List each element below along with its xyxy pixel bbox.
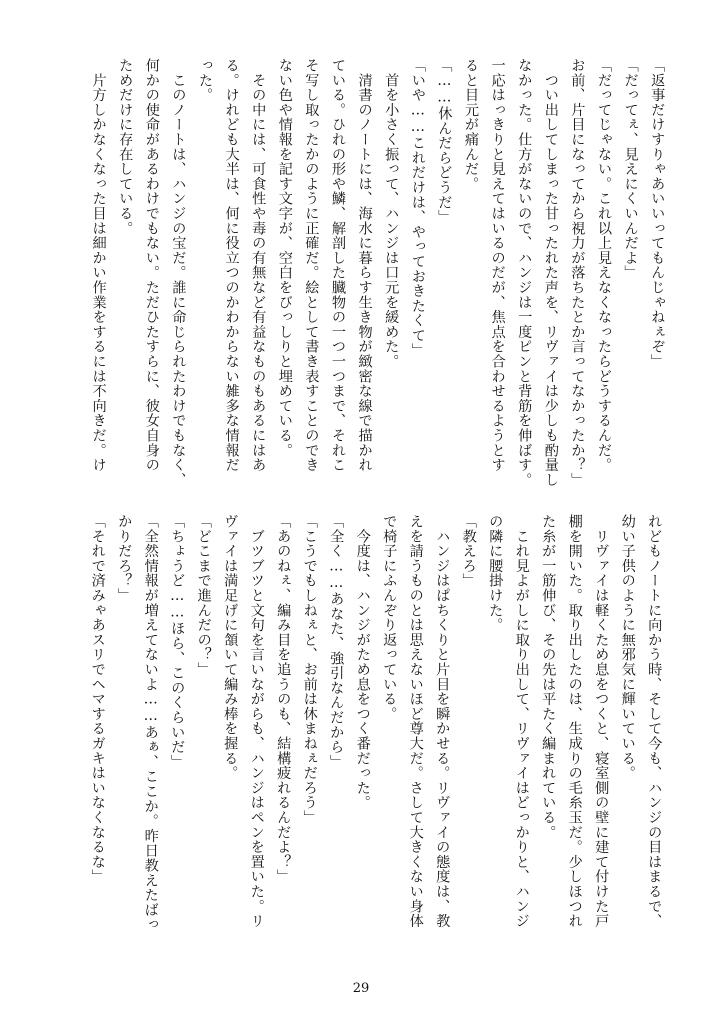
text-line: ためだけに存在している。 <box>117 58 134 236</box>
text-line: 「……休んだらどうだ」 <box>436 58 453 225</box>
text-line: 一応はっきりと見えてはいるのだが、焦点を合わせるようとす <box>489 58 506 473</box>
text-line: 首を小さく振って、ハンジは口元を緩めた。 <box>383 58 400 369</box>
text-line: 「こうでもしねぇと、お前は休まねぇだろう」 <box>301 514 318 825</box>
text-line: 「どこまで進んだの？」 <box>195 514 212 677</box>
text-line: 片方しかなくなった目は細かい作業をするには不向きだ。け <box>90 58 107 473</box>
text-line: ている。ひれの形や鱗、解剖した臓物の一つ一つまで、それこ <box>330 58 346 473</box>
text-line: そ写し取ったかのように正確だ。絵として書き表すことのでき <box>303 58 320 473</box>
text-line: 「だってじゃない。これ以上見えなくなったらどうするんだ。 <box>596 58 612 473</box>
text-line: 「それで済みゃあスリでヘマするガキはいなくなるな」 <box>89 514 106 884</box>
text-line: リヴァイは軽くため息をつくと、寝室側の壁に建て付けた戸 <box>593 514 610 929</box>
text-line: 「全然情報が増えてないよ……あぁ、ここか。昨日教えたばっ <box>142 514 159 932</box>
text-line: このノートは、ハンジの宝だ。誰に命じられたわけでもなく、 <box>170 58 187 488</box>
text-line: で椅子にふんぞり返っている。 <box>381 514 398 722</box>
text-line: かりだろ？」 <box>116 514 133 603</box>
text-line: ブツブツと文句を言いながらも、ハンジはペンを置いた。リ <box>248 514 265 929</box>
page-number: 29 <box>352 981 370 996</box>
text-line: なかった。仕方がないので、ハンジは一度ピンと背筋を伸ばす。 <box>516 58 533 488</box>
text-line: 「あのねぇ、編み目を追うのも、結構疲れるんだよ？」 <box>275 514 292 884</box>
text-line: 「全く……あなた、強引なんだから」 <box>328 514 345 770</box>
text-line: えを請うものとは思えないほど尊大だ。さして大きくない身体 <box>407 514 424 929</box>
text-line: 棚を開いた。取り出したのは、生成りの毛糸玉だ。少しほつれ <box>566 514 583 929</box>
text-line: 「いや……これだけは、やっておきたくて」 <box>409 58 426 358</box>
text-line: つい出してしまった甘ったれた声を、リヴァイは少しも酌量し <box>542 58 559 488</box>
text-line: 「教えろ」 <box>460 514 477 588</box>
text-line: ると目元が痛んだ。 <box>463 58 479 192</box>
text-line: る。けれども大半は、何に役立つのかわからない雑多な情報だ <box>223 58 240 473</box>
text-line: お前、片目になってから視力が落ちたとか言ってなかったか？」 <box>569 58 586 488</box>
text-line: これ見よがしに取り出して、リヴァイはどっかりと、ハンジ <box>513 514 530 929</box>
text-line: 幼い子供のように無邪気に輝いている。 <box>619 514 636 781</box>
text-line: の隣に腰掛けた。 <box>487 514 504 633</box>
text-line: れどもノートに向かう時、そして今も、ハンジの目はまるで、 <box>646 514 663 929</box>
text-line: ない色や情報を記す文字が、空白をびっしりと埋めている。 <box>276 58 293 458</box>
text-line: 清書のノートには、海水に暮らす生き物が緻密な線で描かれ <box>356 58 373 473</box>
text-line: 「ちょうど……ほら、このくらいだ」 <box>169 514 186 770</box>
text-line: 「だってぇ、見えにくいんだよ」 <box>622 58 639 280</box>
text-line: た糸が一筋伸び、その先は平たく編まれている。 <box>540 514 557 840</box>
text-line: ハンジはぱちくりと片目を瞬かせる。リヴァイの態度は、教 <box>434 514 451 929</box>
text-line: 「返事だけすりゃあいいってもんじゃねぇぞ」 <box>649 58 666 369</box>
text-line: ヴァイは満足げに頷いて編み棒を握る。 <box>222 514 239 781</box>
text-line: った。 <box>197 58 213 103</box>
text-line: 今度は、ハンジがため息をつく番だった。 <box>354 514 371 810</box>
text-line: 何かの使命があるわけでもない。ただひたすらに、彼女自身の <box>143 58 160 473</box>
text-line: その中には、可食性や毒の有無など有益なものもあるにはあ <box>250 58 267 473</box>
